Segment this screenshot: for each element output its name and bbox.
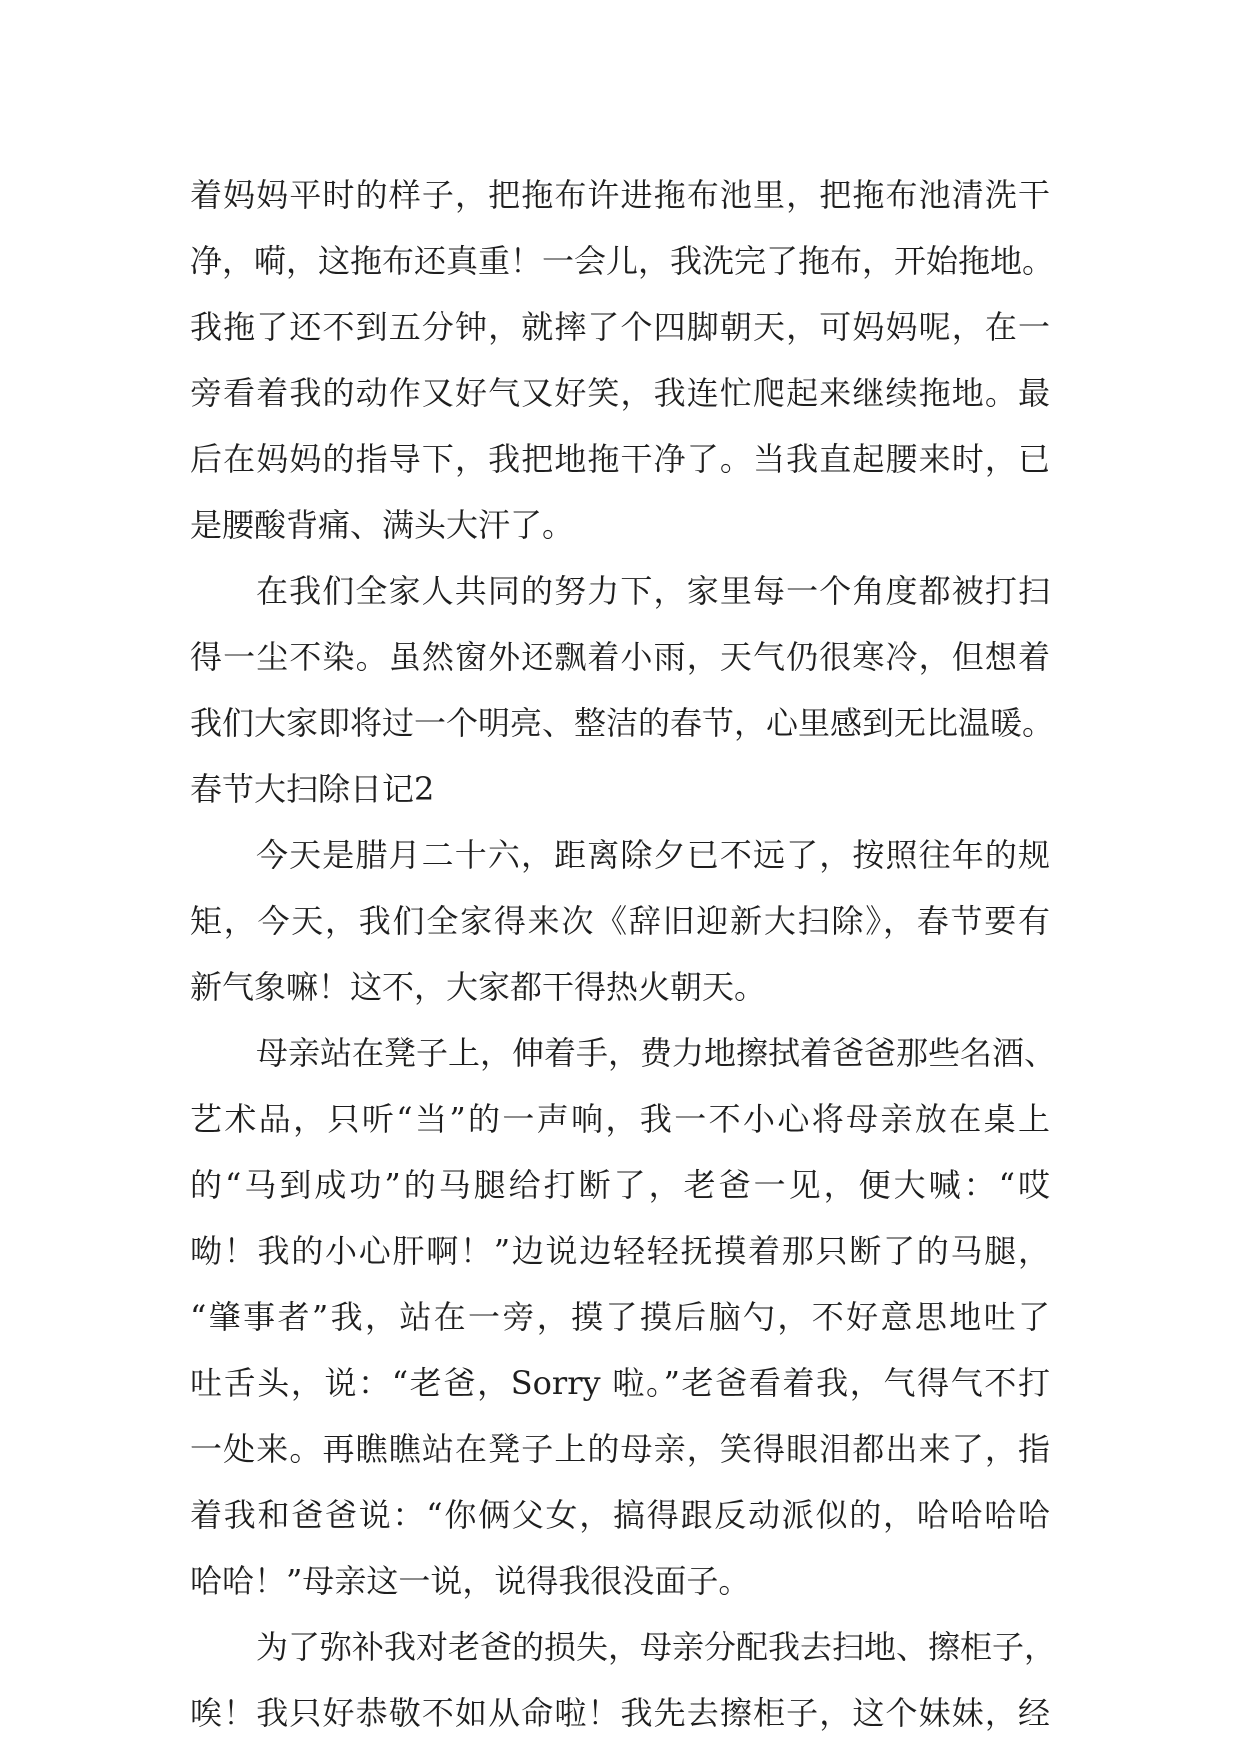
- paragraph-line: 在我们全家人共同的努力下，家里每一个角度都被打扫: [256, 572, 1050, 610]
- document-body: [190, 162, 1057, 1746]
- paragraph-line: 得一尘不染。虽然窗外还飘着小雨，天气仍很寒冷，但想着: [190, 638, 1050, 676]
- paragraph-line: 矩，今天，我们全家得来次《辞旧迎新大扫除》，春节要有: [190, 902, 1050, 940]
- paragraph-line: “肇事者”我，站在一旁，摸了摸后脑勺，不好意思地吐了: [190, 1298, 1050, 1336]
- paragraph-line: 着妈妈平时的样子，把拖布许进拖布池里，把拖布池清洗干: [190, 176, 1050, 214]
- paragraph-line: 我拖了还不到五分钟，就摔了个四脚朝天，可妈妈呢，在一: [190, 308, 1050, 346]
- paragraph-line: 唉！我只好恭敬不如从命啦！我先去擦柜子，这个妹妹，经: [190, 1694, 1050, 1732]
- paragraph-line: 新气象嘛！这不，大家都干得热火朝天。: [190, 968, 767, 1006]
- paragraph-line: 今天是腊月二十六，距离除夕已不远了，按照往年的规: [256, 836, 1050, 874]
- paragraph-line: 我们大家即将过一个明亮、整洁的春节，心里感到无比温暖。: [190, 704, 1055, 742]
- paragraph-line: 母亲站在凳子上，伸着手，费力地擦拭着爸爸那些名酒、: [256, 1034, 1057, 1072]
- paragraph-line: 净，嗬，这拖布还真重！一会儿，我洗完了拖布，开始拖地。: [190, 242, 1055, 280]
- paragraph-line: 着我和爸爸说：“你俩父女，搞得跟反动派似的，哈哈哈哈: [190, 1496, 1050, 1534]
- paragraph-line: 为了弥补我对老爸的损失，母亲分配我去扫地、擦柜子，: [256, 1628, 1057, 1666]
- paragraph-line: 哈哈！”母亲这一说，说得我很没面子。: [190, 1562, 751, 1600]
- paragraph-line: 吐舌头，说：“老爸，Sorry 啦。”老爸看着我，气得气不打: [190, 1364, 1050, 1402]
- paragraph-line: 呦！我的小心肝啊！”边说边轻轻抚摸着那只断了的马腿，: [190, 1232, 1050, 1270]
- paragraph-line: 一处来。再瞧瞧站在凳子上的母亲，笑得眼泪都出来了，指: [190, 1430, 1050, 1468]
- paragraph-line: 后在妈妈的指导下，我把地拖干净了。当我直起腰来时，已: [190, 440, 1050, 478]
- paragraph-line: 艺术品，只听“当”的一声响，我一不小心将母亲放在桌上: [190, 1100, 1050, 1138]
- paragraph-line: 是腰酸背痛、满头大汗了。: [190, 506, 575, 544]
- section-title: 春节大扫除日记2: [190, 770, 435, 808]
- paragraph-line: 的“马到成功”的马腿给打断了，老爸一见，便大喊：“哎: [190, 1166, 1050, 1204]
- paragraph-line: 旁看着我的动作又好气又好笑，我连忙爬起来继续拖地。最: [190, 374, 1050, 412]
